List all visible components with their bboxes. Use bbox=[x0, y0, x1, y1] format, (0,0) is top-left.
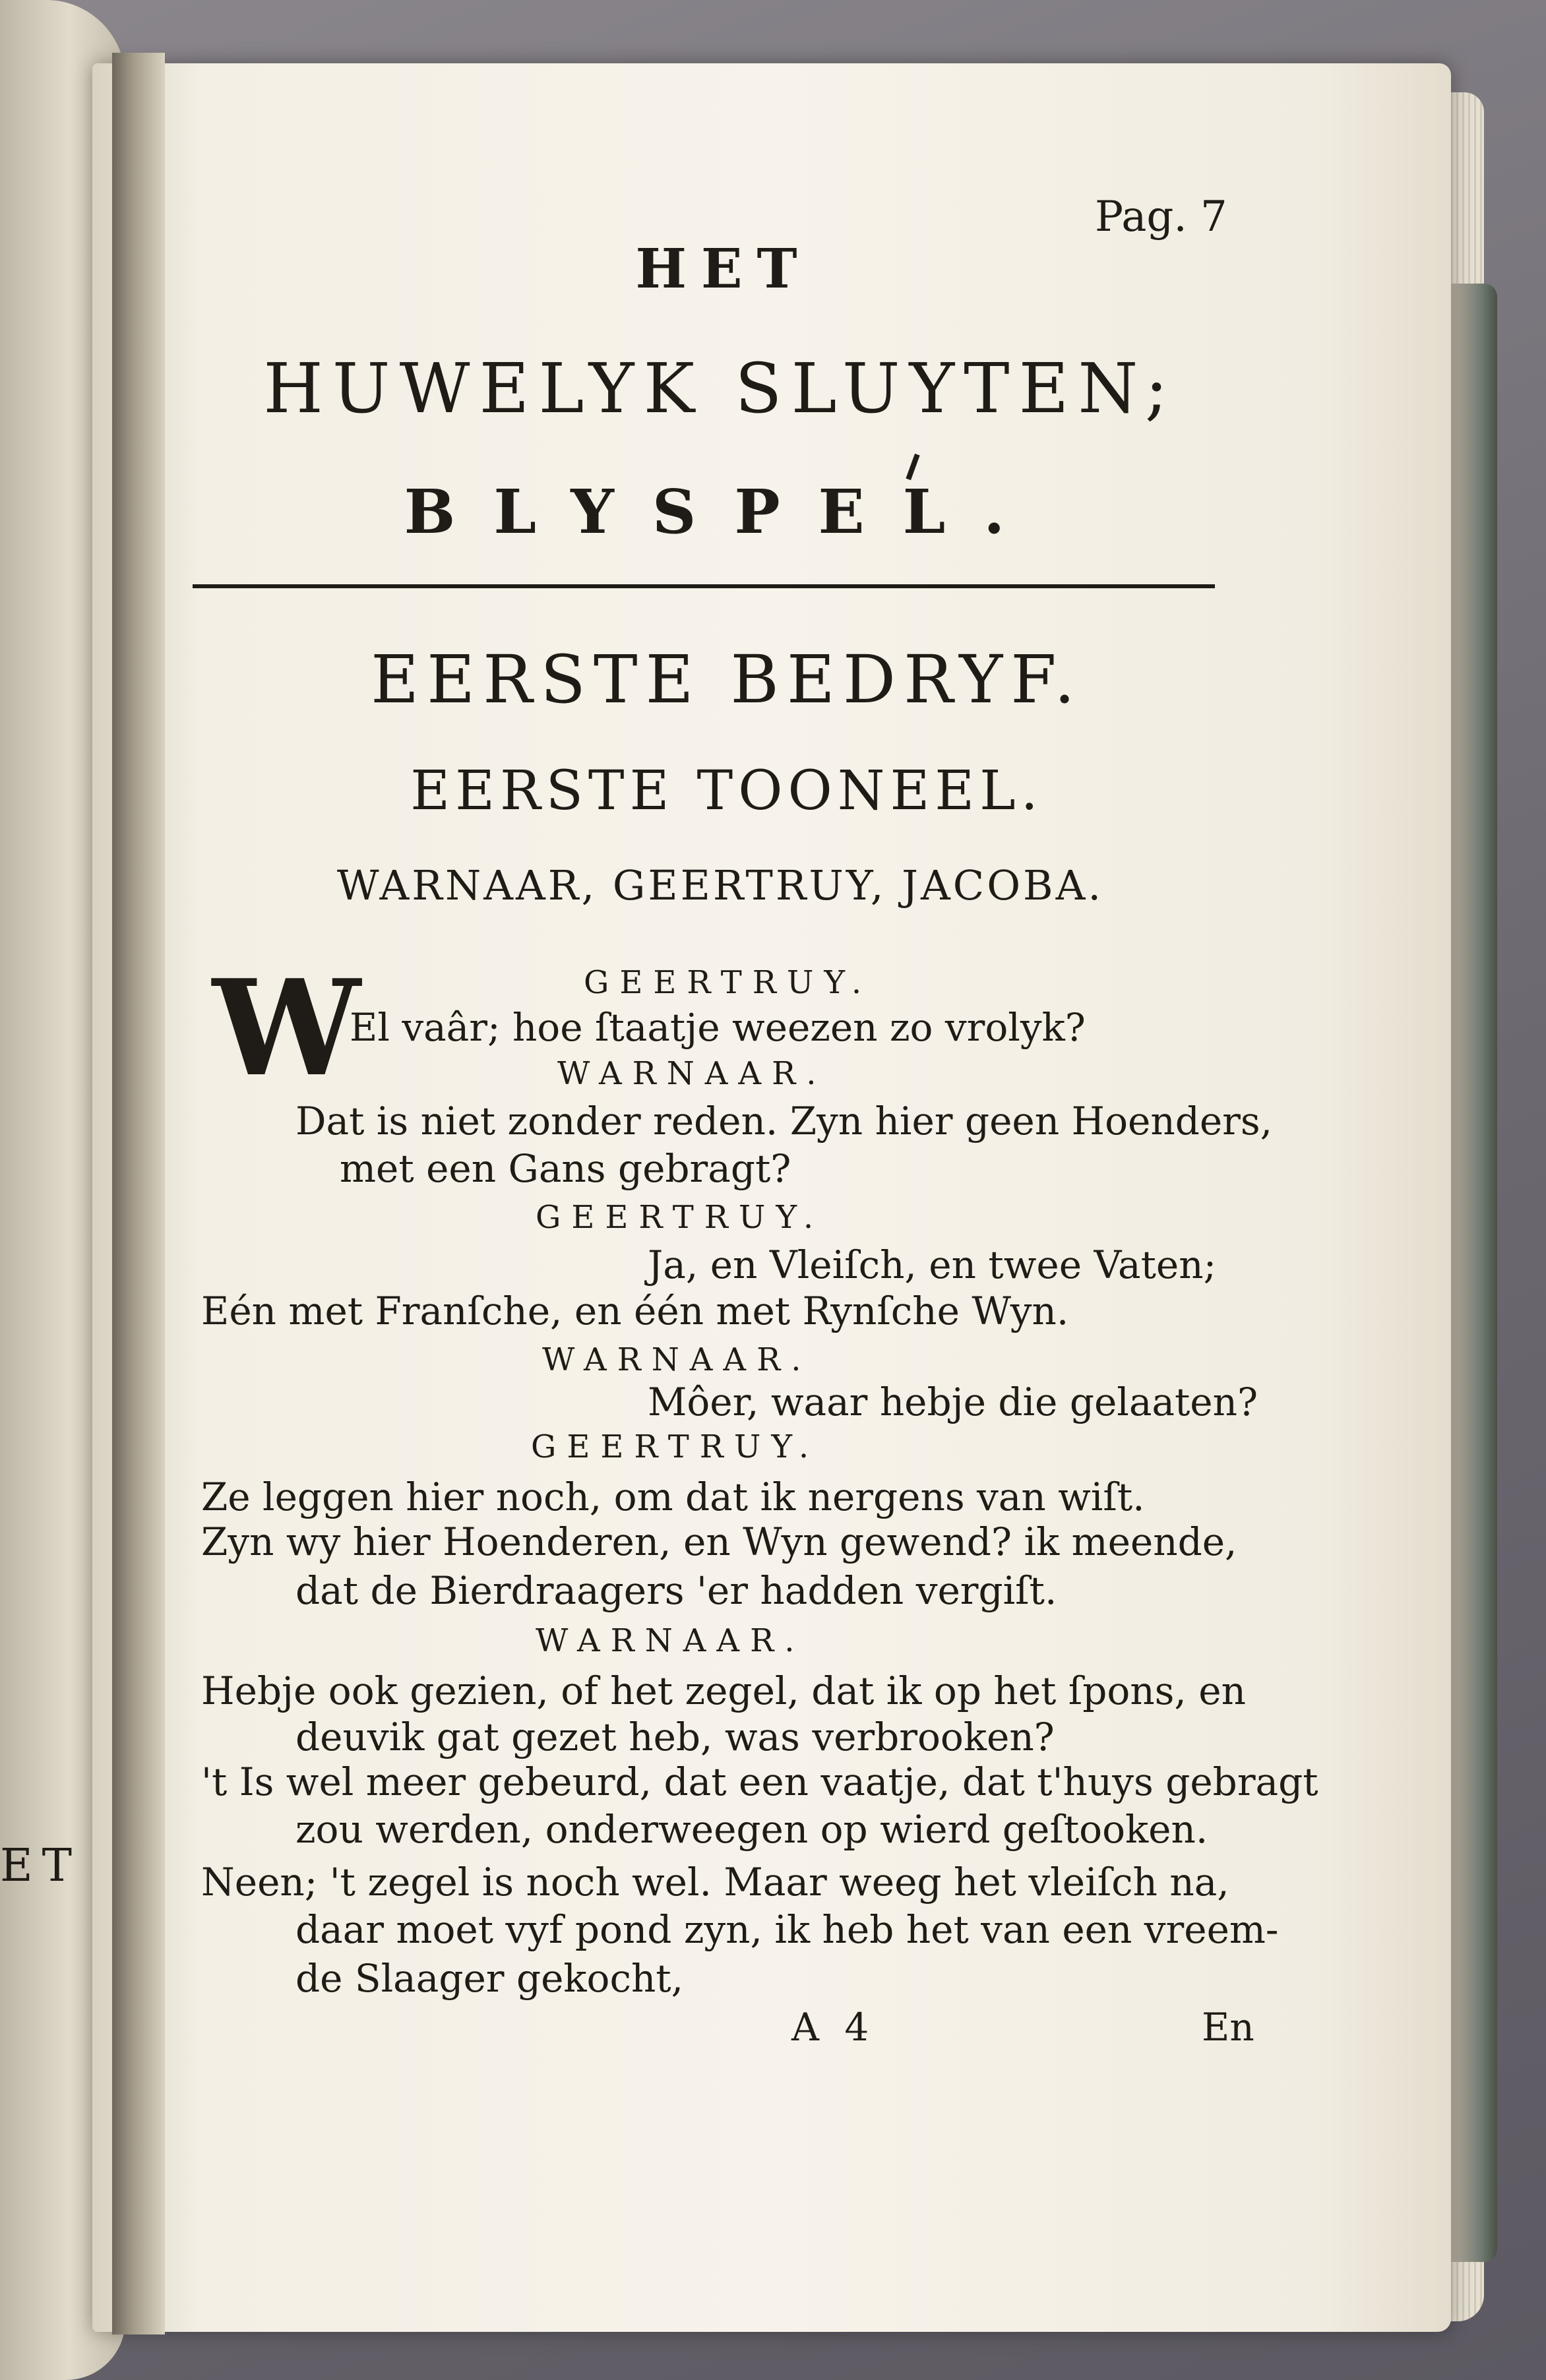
title-line-1: HET bbox=[635, 237, 812, 301]
speaker-label: WARNAAR. bbox=[557, 1055, 827, 1092]
dialogue-line: de Slaager gekocht, bbox=[295, 1956, 684, 2001]
dialogue-line: Hebje ook gezien, of het zegel, dat ik op het ſpons, en bbox=[201, 1668, 1246, 1713]
speaker-label: WARNAAR. bbox=[536, 1622, 805, 1659]
act-heading: EERSTE BEDRYF. bbox=[371, 641, 1083, 718]
dialogue-line: deuvik gat gezet heb, was verbrooken? bbox=[295, 1715, 1055, 1759]
dialogue-line: Ja, en Vleiſch, en twee Vaten; bbox=[648, 1242, 1217, 1287]
dialogue-line: Ze leggen hier noch, om dat ik nergens van wiſt. bbox=[201, 1475, 1145, 1519]
title-rule bbox=[193, 584, 1215, 588]
dialogue-line: zou werden, onderweegen op wierd geſtooken. bbox=[295, 1807, 1208, 1852]
dialogue-line: Môer, waar hebje die gelaaten? bbox=[648, 1380, 1258, 1424]
drop-cap: W bbox=[212, 951, 361, 1106]
dialogue-line: El vaâr; hoe ſtaatje weezen zo vrolyk? bbox=[350, 1005, 1086, 1050]
title-line-3: BLYSPEL. bbox=[404, 476, 1043, 547]
dialogue-line: Dat is niet zonder reden. Zyn hier geen Hoenders, bbox=[295, 1099, 1273, 1144]
speaker-label: GEERTRUY. bbox=[531, 1428, 820, 1465]
left-page-fragment: ET bbox=[0, 1840, 81, 1892]
speaker-label: WARNAAR. bbox=[542, 1341, 812, 1378]
dialogue-line: 't Is wel meer gebeurd, dat een vaatje, dat t'huys gebragt bbox=[201, 1759, 1318, 1804]
character-list: WARNAAR, GEERTRUY, JACOBA. bbox=[336, 861, 1104, 909]
dialogue-line: daar moet vyf pond zyn, ik heb het van een vreem- bbox=[295, 1907, 1279, 1952]
scene-heading: EERSTE TOONEEL. bbox=[410, 760, 1043, 822]
catchword: En bbox=[1202, 2005, 1254, 2050]
dialogue-line: Eén met Franſche, en één met Rynſche Wyn. bbox=[201, 1289, 1069, 1333]
speaker-label: GEERTRUY. bbox=[584, 964, 873, 1001]
speaker-label: GEERTRUY. bbox=[536, 1199, 824, 1236]
signature-mark: A 4 bbox=[791, 2005, 876, 2050]
dialogue-line: met een Gans gebragt? bbox=[340, 1146, 791, 1191]
dialogue-line: dat de Bierdraagers 'er hadden vergiſt. bbox=[295, 1568, 1057, 1613]
dialogue-line: Neen; 't zegel is noch wel. Maar weeg het vleiſch na, bbox=[201, 1860, 1229, 1905]
dialogue-line: Zyn wy hier Hoenderen, en Wyn gewend? ik meende, bbox=[201, 1519, 1237, 1564]
page-number: Pag. 7 bbox=[1095, 193, 1227, 241]
title-line-2: HUWELYK SLUYTEN; bbox=[263, 348, 1177, 429]
book-cover-edge bbox=[1444, 284, 1497, 2262]
